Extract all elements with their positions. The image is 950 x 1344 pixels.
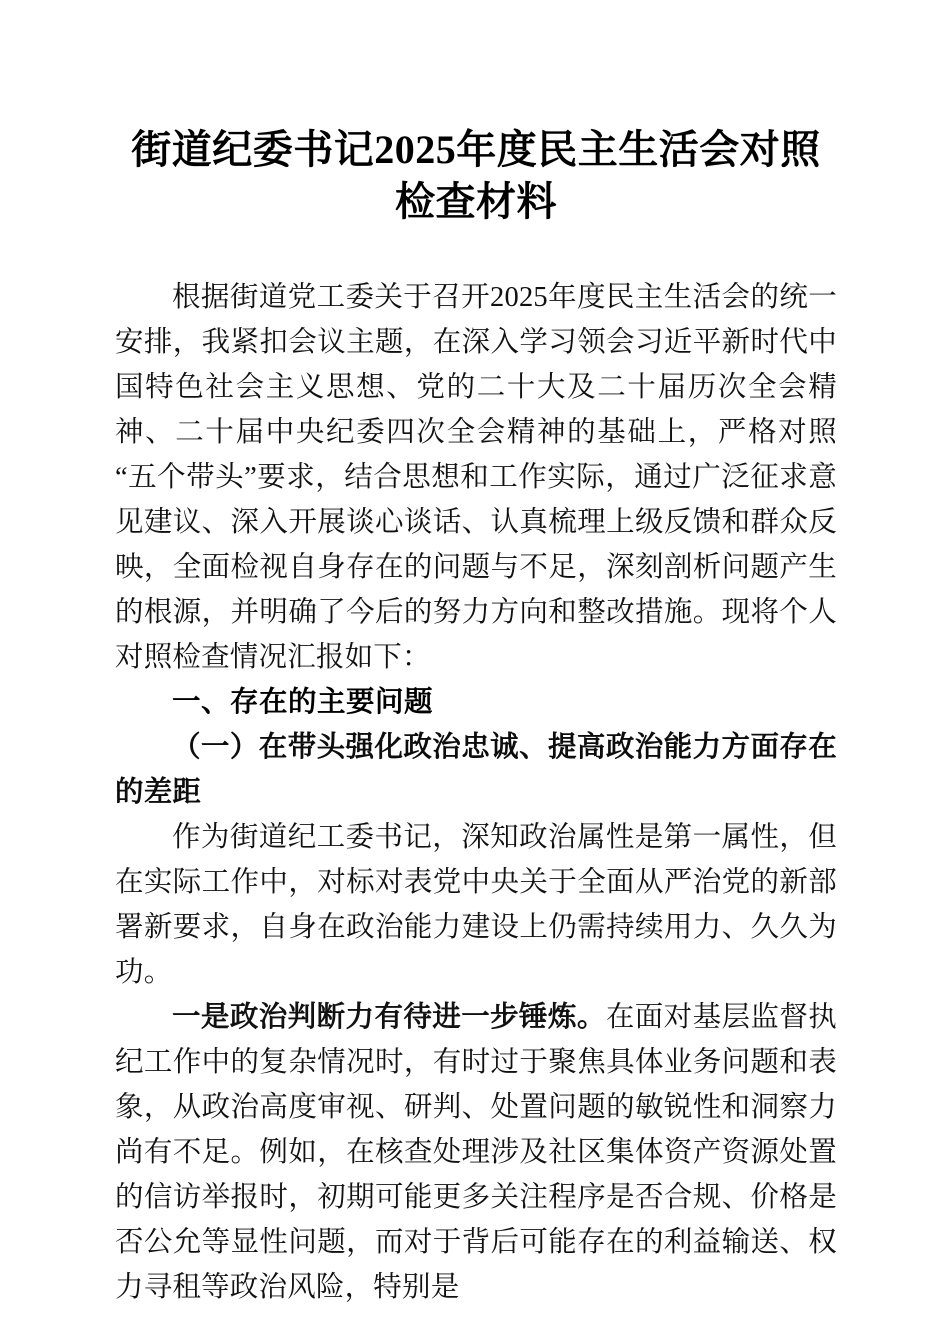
page-title: 街道纪委书记2025年度民主生活会对照检查材料 [131,127,821,224]
paragraph-1-1-2 [115,995,837,1310]
section-heading-1: 一、存在的主要问题 [172,686,434,718]
paragraph-1-1-1: 作为街道纪工委书记，深知政治属性是第一属性，但在实际工作中，对标对表党中央关于全面从严治党的新部署新要求，自身在政治能力建设上仍需持续用力、久久为功。 [115,822,837,988]
document-body [115,0,837,1344]
section-subheading-1-1: （一）在带头强化政治忠诚、提高政治能力方面存在的差距 [115,732,837,808]
paragraph-lead-sentence: 一是政治判断力有待进一步锤炼。 [172,1002,606,1033]
intro-paragraph: 根据街道党工委关于召开2025年度民主生活会的统一安排，我紧扣会议主题，在深入学习领会习近平新时代中国特色社会主义思想、党的二十大及二十届历次全会精神、二十届中央纪委四次全会精神的基础上，严格对照“五个带头”要求，结合思想和工作实际，通过广泛征求意见建议、深入开展谈心谈话、认真梳理上级反馈和群众反映，全面检视自身存在的问题与不足，深刻剖析问题产生的根源，并明确了今后的努力方向和整改措施。现将个人对照检查情况汇报如下： [115,282,837,673]
paragraph-body-text: 在面对基层监督执纪工作中的复杂情况时，有时过于聚焦具体业务问题和表象，从政治高度审视、研判、处置问题的敏锐性和洞察力尚有不足。例如，在核查处理涉及社区集体资产资源处置的信访举报时，初期可能更多关注程序是否合规、价格是否公允等显性问题，而对于背后可能存在的利益输送、权力寻租等政治风险，特别是 [115,1002,837,1303]
bottom-spacer [115,1310,837,1344]
